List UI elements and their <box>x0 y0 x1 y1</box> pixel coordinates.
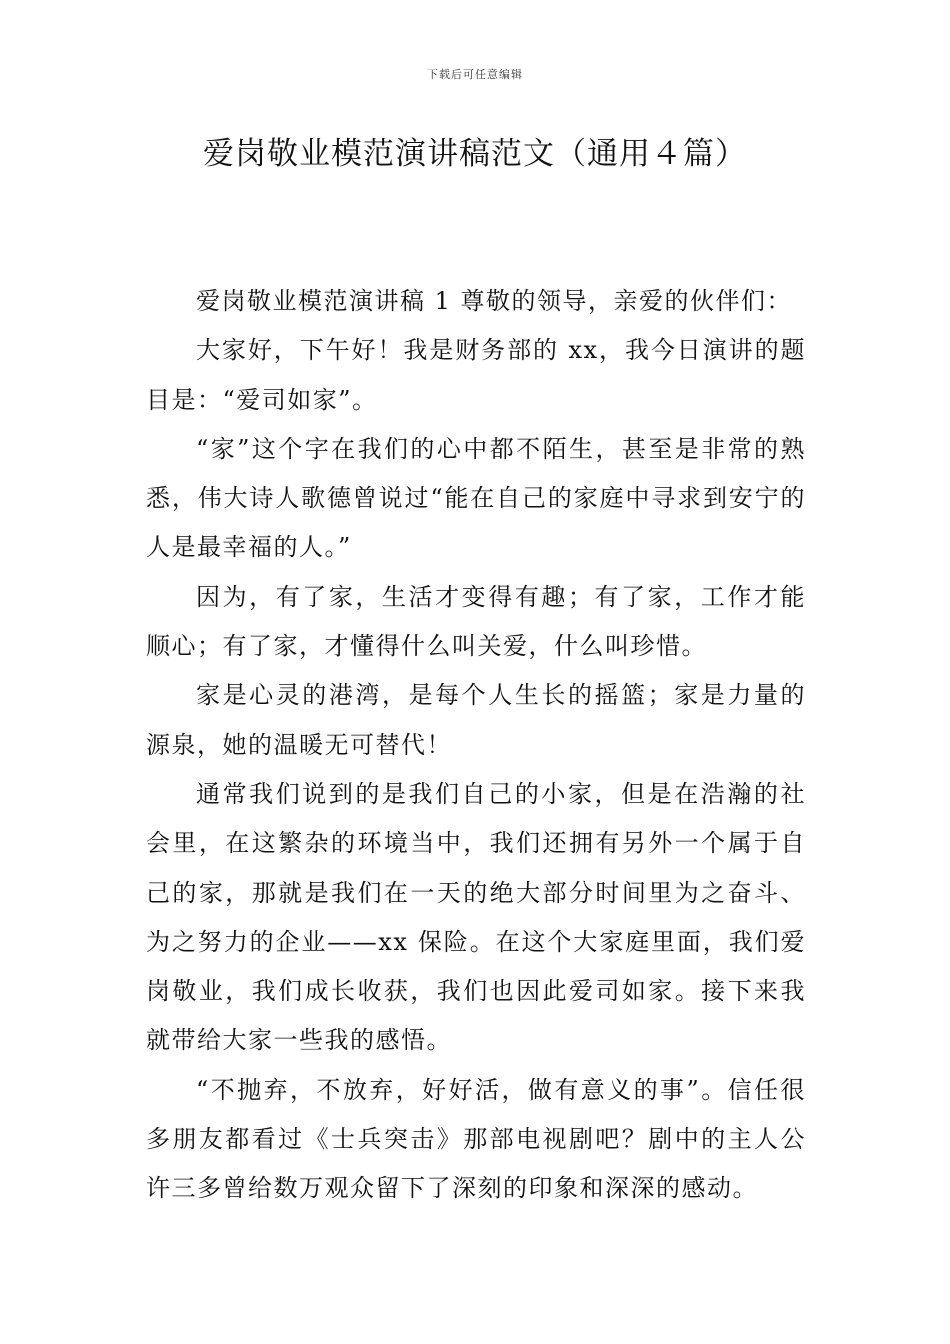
paragraph-1: 爱岗敬业模范演讲稿 1 尊敬的领导，亲爱的伙伴们： <box>196 287 793 315</box>
paragraph-5: 家是心灵的港湾，是每个人生长的摇篮；家是力量的源泉，她的温暖无可替代！ <box>146 681 806 759</box>
document-title: 爱岗敬业模范演讲稿范文（通用４篇） <box>203 136 747 172</box>
header-note: 下载后可任意编辑 <box>427 68 523 81</box>
document-body <box>146 277 806 1214</box>
paragraph-2: 大家好，下午好！我是财务部的 xx，我今日演讲的题目是：“爱司如家”。 <box>146 336 806 414</box>
paragraph-6: 通常我们说到的是我们自己的小家，但是在浩瀚的社会里，在这繁杂的环境当中，我们还拥有另外一个属于自己的家，那就是我们在一天的绝大部分时间里为之奋斗、为之努力的企业——xx 保险。在这个大家庭里面，我们爱岗敬业，我们成长收获，我们也因此爱司如家。接下来我就带给大家一些我的感悟。 <box>146 779 806 1055</box>
paragraph-3: “家”这个字在我们的心中都不陌生，甚至是非常的熟悉，伟大诗人歌德曾说过“能在自己的家庭中寻求到安宁的人是最幸福的人。” <box>146 434 806 562</box>
paragraph-7: “不抛弃，不放弃，好好活，做有意义的事”。信任很多朋友都看过《士兵突击》那部电视剧吧？剧中的主人公许三多曾给数万观众留下了深刻的印象和深深的感动。 <box>146 1075 806 1203</box>
paragraph-4: 因为，有了家，生活才变得有趣；有了家，工作才能顺心；有了家，才懂得什么叫关爱，什么叫珍惜。 <box>146 582 806 661</box>
